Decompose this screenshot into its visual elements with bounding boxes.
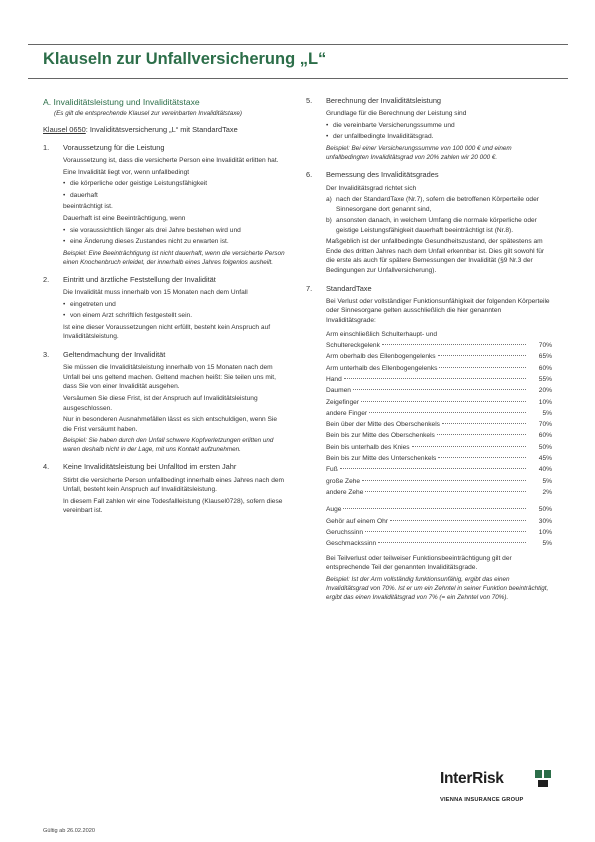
- item-heading: StandardTaxe: [326, 283, 372, 293]
- example-note: Beispiel: Ist der Arm vollständig funktionsunfähig, ergibt das einen Invaliditätsgrad von 70%. Ist er um ein Zehntel in seiner Funktion beeinträchtigt, ergibt das einen Invaliditätsgrad von 7% (= ein Zehntel von 70%).: [326, 575, 549, 602]
- taxe-row: [326, 516, 552, 527]
- taxe-label: andere Zehe: [326, 489, 364, 497]
- taxe-row: [326, 363, 552, 374]
- item-number: 3.: [43, 350, 50, 360]
- logo-mark-icon: [535, 770, 551, 787]
- sub-item-letter: b): [326, 217, 332, 225]
- dot-leader: [382, 344, 526, 345]
- bullet: • dauerhaft: [63, 191, 285, 201]
- item-heading: Geltendmachung der Invalidität: [63, 350, 166, 360]
- item-5: [306, 96, 552, 162]
- taxe-label: Arm unterhalb des Ellenbogengelenks: [326, 364, 438, 372]
- dot-leader: [390, 520, 526, 521]
- taxe-label: Schultereckgelenk: [326, 341, 380, 349]
- left-column: [43, 96, 285, 518]
- item-7: [306, 284, 552, 603]
- item-heading: Voraussetzung für die Leistung: [63, 142, 165, 152]
- item-number: 7.: [306, 283, 313, 293]
- paragraph: Maßgeblich ist der unfallbedingte Gesundheitszustand, der spätestens am Ende des dritten Jahres nach dem Unfall erkennbar ist. Dies gilt sowohl für die erste als auch für spätere Bemessungen der Invalidität (§9 Nr.3 der Bedingungen zur Unfallversicherung).: [326, 238, 545, 274]
- taxe-row: [326, 527, 552, 538]
- item-2: [43, 275, 285, 342]
- taxe-label: Bein bis zur Mitte des Unterschenkels: [326, 455, 437, 463]
- clausel-label: Klausel 0650: [43, 124, 86, 134]
- taxe-value: 2%: [542, 489, 552, 497]
- taxe-row: [326, 453, 552, 464]
- paragraph: Ist eine dieser Voraussetzungen nicht erfüllt, besteht kein Anspruch auf Invaliditätsleistung.: [63, 323, 271, 341]
- taxe-value: 55%: [538, 375, 552, 383]
- taxe-label: andere Finger: [326, 409, 368, 417]
- top-rule: [28, 44, 568, 45]
- dot-leader: [378, 542, 526, 543]
- paragraph: Bei Teilverlust oder teilweiser Funktionsbeeinträchtigung gilt der entsprechende Teil der genannten Invaliditätsgrade.: [326, 554, 512, 572]
- item-number: 4.: [43, 462, 50, 472]
- item-4: [43, 462, 285, 516]
- arm-intro: Arm einschließlich Schulterhaupt- und: [326, 330, 438, 338]
- dot-leader: [365, 491, 526, 492]
- dot-leader: [442, 423, 526, 424]
- bullet: • sie voraussichtlich länger als drei Jahre bestehen wird und: [63, 226, 285, 236]
- dot-leader: [439, 367, 526, 368]
- taxe-label: Geruchssinn: [326, 529, 364, 537]
- dot-leader: [365, 531, 526, 532]
- taxe-label: Bein bis zur Mitte des Oberschenkels: [326, 432, 435, 440]
- item-heading: Berechnung der Invaliditätsleistung: [326, 96, 442, 105]
- dot-leader: [362, 480, 526, 481]
- taxe-value: 5%: [542, 477, 552, 485]
- item-heading: Bemessung des Invaliditätsgrades: [326, 170, 439, 180]
- left-items: [43, 143, 285, 516]
- section-a-heading: A. Invaliditätsleistung und Invaliditätstaxe: [43, 97, 200, 107]
- item-number: 2.: [43, 274, 50, 284]
- sub-item: [326, 216, 552, 235]
- taxe-value: 20%: [538, 387, 552, 395]
- clausel-line: [43, 125, 285, 135]
- logo-wordmark: InterRisk: [440, 770, 504, 787]
- item-number: 6.: [306, 170, 313, 180]
- taxe-value: 5%: [542, 409, 552, 417]
- dot-leader: [438, 457, 526, 458]
- taxe-label: Geschmackssinn: [326, 540, 377, 548]
- taxe-label: Daumen: [326, 387, 351, 395]
- paragraph: Eine Invalidität liegt vor, wenn unfallbedingt: [63, 168, 190, 176]
- taxe-value: 40%: [538, 466, 552, 474]
- dot-leader: [437, 434, 526, 435]
- bullet: • von einem Arzt schriftlich festgestellt sein.: [63, 311, 285, 321]
- taxe-value: 45%: [538, 455, 552, 463]
- item-1: [43, 143, 285, 267]
- taxe-label: Bein bis unterhalb des Knies: [326, 443, 410, 451]
- right-column: [306, 96, 552, 604]
- example-note: Beispiel: Eine Beeinträchtigung ist nicht dauerhaft, wenn die versicherte Person einen Knochenbruch erleidet, der innerhalb eines Jahres folgenlos ausheilt.: [63, 249, 285, 266]
- taxe-value: 60%: [538, 432, 552, 440]
- dot-leader: [369, 412, 526, 413]
- taxe-row: [326, 504, 552, 515]
- paragraph: Sie müssen die Invaliditätsleistung innerhalb von 15 Monaten nach dem Unfall bei uns geltend machen. Geltend machen heißt: Sie teilen uns mit, dass Sie von einer Invalidität ausgehen.: [63, 364, 276, 391]
- bullet: • der unfallbedingte Invaliditätsgrad.: [326, 132, 552, 142]
- paragraph: Versäumen Sie diese Frist, ist der Anspruch auf Invaliditätsleistung ausgeschlossen.: [63, 395, 258, 412]
- sub-item-letter: a): [326, 196, 332, 204]
- taxe-row: [326, 374, 552, 385]
- taxe-row: [326, 430, 552, 441]
- taxe-row: [326, 476, 552, 487]
- taxe-value: 5%: [542, 540, 552, 548]
- taxe-table: [326, 329, 552, 550]
- taxe-row: [326, 397, 552, 408]
- taxe-label: Bein über der Mitte des Oberschenkels: [326, 421, 440, 429]
- item-heading: Eintritt und ärztliche Feststellung der Invalidität: [63, 274, 216, 284]
- bullet: • die vereinbarte Versicherungssumme und: [326, 121, 552, 131]
- example-note: Beispiel: Sie haben durch den Unfall schwere Kopfverletzungen erlitten und waren deshalb nicht in der Lage, mit uns Kontakt aufzunehmen.: [63, 437, 274, 454]
- paragraph: In diesem Fall zahlen wir eine Todesfallleistung (Klausel0728), sofern diese vereinbart ist.: [63, 497, 283, 515]
- paragraph: beeinträchtigt ist.: [63, 203, 113, 211]
- taxe-rows-limbs: [326, 340, 552, 499]
- taxe-row: [326, 442, 552, 453]
- bullet: • eingetreten und: [63, 300, 285, 310]
- interrisk-logo: [440, 770, 558, 808]
- taxe-label: Fuß: [326, 466, 338, 474]
- taxe-value: 60%: [538, 364, 552, 372]
- item-3: [43, 350, 285, 454]
- taxe-value: 50%: [538, 506, 552, 514]
- taxe-value: 70%: [538, 341, 552, 349]
- taxe-row: [326, 538, 552, 549]
- bullet: • die körperliche oder geistige Leistungsfähigkeit: [63, 179, 285, 189]
- taxe-row: [326, 419, 552, 430]
- item-number: 1.: [43, 142, 50, 152]
- footer-date: Gültig ab 26.02.2020: [43, 828, 95, 834]
- item-number: 5.: [306, 96, 313, 105]
- page-title: Klauseln zur Unfallversicherung „L“: [43, 50, 327, 68]
- taxe-row: [326, 351, 552, 362]
- taxe-row: [326, 408, 552, 419]
- dot-leader: [344, 378, 526, 379]
- taxe-label: große Zehe: [326, 477, 361, 485]
- paragraph: Bei Verlust oder vollständiger Funktionsunfähigkeit der folgenden Körperteile oder Sinnesorgane gelten ausschließlich die hier genannten Invaliditätsgrade:: [326, 297, 550, 324]
- title-rule: [28, 78, 568, 79]
- dot-leader: [361, 401, 526, 402]
- taxe-label: Arm oberhalb des Ellenbogengelenks: [326, 353, 436, 361]
- clausel-text: : Invaliditätsversicherung „L“ mit StandardTaxe: [85, 124, 238, 134]
- taxe-value: 65%: [538, 353, 552, 361]
- taxe-value: 50%: [538, 443, 552, 451]
- taxe-row: [326, 385, 552, 396]
- paragraph: Der Invaliditätsgrad richtet sich: [326, 184, 417, 192]
- taxe-value: 70%: [538, 421, 552, 429]
- sub-item-text: ansonsten danach, in welchem Umfang die normale körperliche oder geistige Leistungsfähigkeit dauerhaft beeinträchtigt ist (Nr.8).: [336, 217, 537, 234]
- dot-leader: [343, 508, 526, 509]
- paragraph: Nur in besonderen Ausnahmefällen lässt es sich entschuldigen, wenn Sie die Frist versäumt haben.: [63, 416, 278, 433]
- dot-leader: [340, 468, 526, 469]
- paragraph: Grundlage für die Berechnung der Leistung sind: [326, 110, 467, 118]
- bullet: • eine Änderung dieses Zustandes nicht zu erwarten ist.: [63, 237, 285, 247]
- dot-leader: [353, 389, 526, 390]
- sub-item: [326, 195, 552, 214]
- taxe-row: [326, 464, 552, 475]
- taxe-label: Gehör auf einem Ohr: [326, 517, 388, 525]
- taxe-rows-senses: [326, 504, 552, 549]
- taxe-label: Hand: [326, 375, 342, 383]
- taxe-value: 10%: [538, 529, 552, 537]
- paragraph: Voraussetzung ist, dass die versicherte Person eine Invalidität erlitten hat.: [63, 157, 279, 165]
- taxe-row: [326, 340, 552, 351]
- item-6: [306, 170, 552, 275]
- sub-item-text: nach der StandardTaxe (Nr.7), sofern die betroffenen Körperteile oder Sinnesorgane dort genannt sind,: [336, 196, 539, 213]
- taxe-label: Zeigefinger: [326, 398, 359, 406]
- taxe-value: 10%: [538, 398, 552, 406]
- example-note: Beispiel: Bei einer Versicherungssumme von 100 000 € und einem unfallbedingten Invaliditätsgrad von 20% zahlen wir 20 000 €.: [326, 145, 512, 162]
- taxe-row: [326, 487, 552, 498]
- taxe-label: Auge: [326, 506, 342, 514]
- item-heading: Keine Invaliditätsleistung bei Unfalltod im ersten Jahr: [63, 462, 237, 472]
- paragraph: Dauerhaft ist eine Beeinträchtigung, wenn: [63, 215, 186, 223]
- paragraph: Stirbt die versicherte Person unfallbedingt innerhalb eines Jahres nach dem Unfall, besteht kein Anspruch auf Invaliditätsleistung.: [63, 476, 285, 494]
- logo-subtitle: VIENNA INSURANCE GROUP: [440, 797, 524, 803]
- paragraph: Die Invalidität muss innerhalb von 15 Monaten nach dem Unfall: [63, 289, 248, 297]
- taxe-value: 30%: [538, 517, 552, 525]
- dot-leader: [438, 355, 526, 356]
- section-a-note: (Es gilt die entsprechende Klausel zur vereinbarten Invaliditätstaxe): [54, 110, 242, 118]
- dot-leader: [412, 446, 526, 447]
